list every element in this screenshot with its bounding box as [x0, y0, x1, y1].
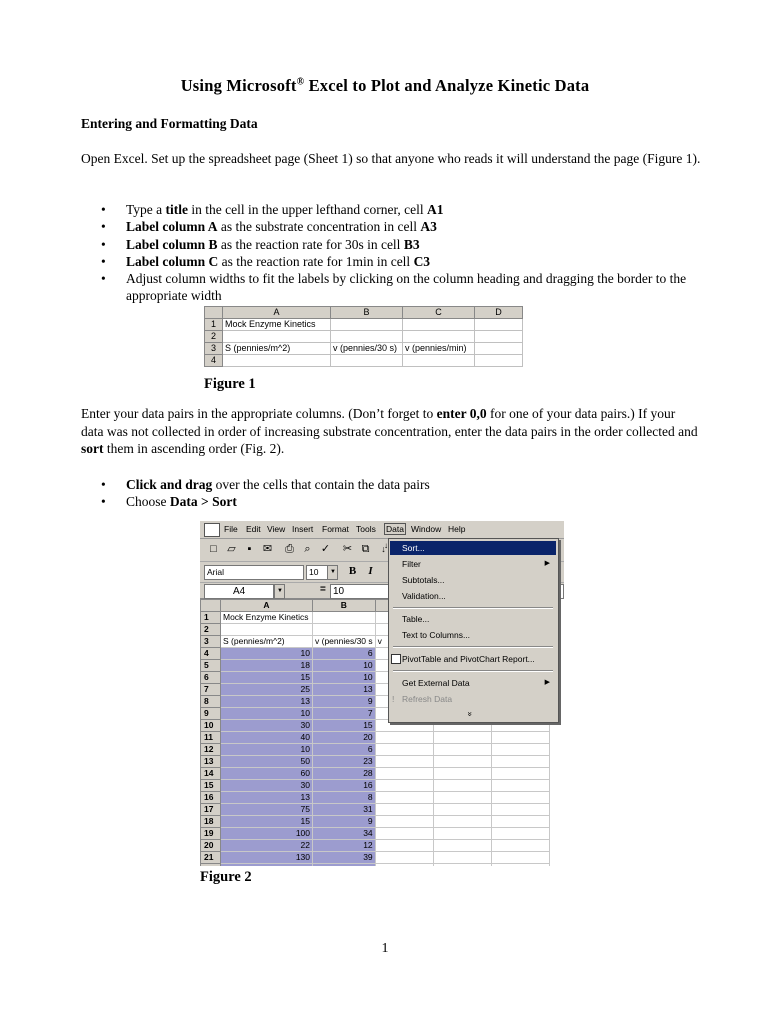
row-header[interactable]: 3 — [205, 343, 223, 355]
menu-expand-chevron-icon[interactable]: » — [465, 711, 476, 717]
selected-data-cell[interactable]: 13 — [221, 792, 313, 804]
cell[interactable] — [433, 816, 491, 828]
print-icon[interactable]: ⎙ — [285, 543, 294, 555]
selected-data-cell[interactable]: 75 — [221, 804, 313, 816]
cell-d1[interactable] — [475, 319, 523, 331]
open-icon[interactable]: ▱ — [227, 543, 236, 555]
cell-a1[interactable]: Mock Enzyme Kinetics — [223, 319, 331, 331]
figure1-spreadsheet — [204, 306, 522, 372]
cell-a2[interactable] — [223, 331, 331, 343]
figure1-caption: Figure 1 — [204, 376, 256, 392]
cell[interactable] — [375, 792, 433, 804]
selected-data-cell[interactable]: 13 — [313, 684, 376, 696]
selected-data-cell[interactable]: 60 — [221, 768, 313, 780]
copy-icon[interactable]: ⧉ — [361, 543, 370, 555]
cell-a4[interactable] — [223, 355, 331, 367]
menu-item-subtotals[interactable]: Subtotals... — [402, 575, 445, 585]
pivot-table-icon — [391, 654, 401, 664]
cell[interactable] — [375, 744, 433, 756]
row-header[interactable]: 20 — [201, 840, 221, 852]
cell[interactable] — [491, 852, 549, 864]
spelling-icon[interactable]: ✓ — [320, 543, 331, 555]
chevron-down-icon[interactable]: ▼ — [327, 565, 338, 580]
row-header[interactable]: 3 — [201, 636, 221, 648]
selected-data-cell[interactable]: 10 — [221, 744, 313, 756]
cell[interactable] — [491, 768, 549, 780]
selected-data-cell[interactable]: 28 — [313, 768, 376, 780]
cell-d3[interactable] — [475, 343, 523, 355]
cell[interactable] — [491, 864, 549, 867]
row-header[interactable]: 14 — [201, 768, 221, 780]
selected-data-cell[interactable]: 7 — [313, 708, 376, 720]
menu-item-refresh-data: ! Refresh Data — [392, 694, 453, 704]
menu-tools[interactable]: Tools — [356, 524, 376, 534]
cell-c2[interactable] — [403, 331, 475, 343]
menu-view[interactable]: View — [267, 524, 286, 534]
selected-data-cell[interactable]: 100 — [221, 828, 313, 840]
cell[interactable] — [491, 780, 549, 792]
menu-item-validation[interactable]: Validation... — [402, 591, 446, 601]
cell[interactable] — [491, 744, 549, 756]
selected-data-cell[interactable]: 10 — [221, 708, 313, 720]
cut-icon[interactable]: ✂ — [342, 543, 353, 555]
cell[interactable] — [375, 780, 433, 792]
selected-data-cell[interactable]: 15 — [313, 720, 376, 732]
menu-window[interactable]: Window — [411, 524, 442, 534]
sort-bullet-list — [101, 476, 701, 511]
menu-data[interactable]: Data — [386, 524, 404, 534]
column-header[interactable]: C — [403, 307, 475, 319]
selected-data-cell[interactable]: 16 — [313, 780, 376, 792]
menu-separator — [393, 670, 553, 672]
row-header[interactable]: 6 — [201, 672, 221, 684]
row-header[interactable]: 5 — [201, 660, 221, 672]
column-header[interactable]: A — [223, 307, 331, 319]
row-header[interactable]: 18 — [201, 816, 221, 828]
selected-data-cell[interactable]: 15 — [221, 672, 313, 684]
row-header[interactable]: 4 — [205, 355, 223, 367]
figure2-caption: Figure 2 — [200, 869, 252, 885]
refresh-icon: ! — [392, 694, 395, 704]
cell[interactable] — [221, 624, 313, 636]
cell[interactable] — [375, 864, 433, 867]
cell[interactable] — [313, 624, 376, 636]
selected-data-cell[interactable]: 25 — [221, 684, 313, 696]
cell-c1[interactable] — [403, 319, 475, 331]
menu-item-sort[interactable]: Sort... — [390, 541, 556, 555]
cell-a1[interactable]: Mock Enzyme Kinetics — [221, 612, 313, 624]
cell[interactable] — [375, 852, 433, 864]
selected-data-cell[interactable]: 18 — [221, 660, 313, 672]
cell[interactable] — [433, 840, 491, 852]
chevron-down-icon[interactable]: ▼ — [274, 584, 285, 599]
menu-item-get-external-data[interactable]: Get External Data ▶ — [402, 678, 550, 688]
page-number: 1 — [381, 941, 389, 956]
cell[interactable] — [375, 804, 433, 816]
data-entry-paragraph: Enter your data pairs in the appropriate columns. (Don’t forget to enter 0,0 for one of your data pairs.) If your data was not collected in order of increasing substrate concentration, enter the data pairs in the order collected and sort them in ascending order (Fig. 2). — [81, 406, 698, 456]
cell[interactable] — [375, 840, 433, 852]
selected-data-cell[interactable]: 22 — [221, 840, 313, 852]
row-header[interactable]: 17 — [201, 804, 221, 816]
selected-data-cell[interactable]: 9 — [313, 816, 376, 828]
selected-data-cell[interactable]: 31 — [313, 804, 376, 816]
column-header[interactable]: B — [331, 307, 403, 319]
row-header[interactable]: 4 — [201, 648, 221, 660]
menu-item-table[interactable]: Table... — [402, 614, 430, 624]
row-header[interactable]: 19 — [201, 828, 221, 840]
selected-data-cell[interactable] — [221, 864, 313, 867]
row-header[interactable]: 2 — [205, 331, 223, 343]
submenu-arrow-icon: ▶ — [544, 560, 550, 567]
selected-data-cell[interactable]: 12 — [313, 840, 376, 852]
menu-edit[interactable]: Edit — [246, 524, 261, 534]
selected-data-cell[interactable]: 13 — [221, 696, 313, 708]
menu-item-text-to-columns[interactable]: Text to Columns... — [402, 630, 471, 640]
selected-data-cell[interactable]: 130 — [221, 852, 313, 864]
menu-separator — [393, 607, 553, 609]
cell[interactable] — [491, 792, 549, 804]
selected-data-cell[interactable]: 10 — [313, 672, 376, 684]
menu-separator — [393, 646, 553, 648]
cell-b1[interactable] — [331, 319, 403, 331]
bullet-item: • Type a title in the cell in the upper lefthand corner, cell A1 — [101, 202, 444, 217]
selected-data-cell[interactable]: 9 — [313, 696, 376, 708]
row-header[interactable]: 7 — [201, 684, 221, 696]
cell-b2[interactable] — [331, 331, 403, 343]
cell-a3[interactable]: S (pennies/m^2) — [223, 343, 331, 355]
cell[interactable] — [375, 768, 433, 780]
row-header[interactable]: 11 — [201, 732, 221, 744]
email-icon[interactable]: ✉ — [262, 543, 273, 555]
bullet-item: • Click and drag over the cells that contain the data pairs — [101, 477, 430, 492]
cell[interactable] — [491, 816, 549, 828]
selected-data-cell[interactable]: 23 — [313, 756, 376, 768]
new-icon[interactable]: □ — [210, 543, 217, 555]
cell[interactable] — [433, 768, 491, 780]
cell[interactable] — [433, 828, 491, 840]
row-header[interactable]: 21 — [201, 852, 221, 864]
cell-b3[interactable]: v (pennies/30 s) — [331, 343, 403, 355]
bold-button[interactable]: B — [348, 565, 357, 577]
selected-data-cell[interactable]: 30 — [221, 720, 313, 732]
cell[interactable] — [491, 756, 549, 768]
menu-file[interactable]: File — [224, 524, 238, 534]
cell-b4[interactable] — [331, 355, 403, 367]
bullet-item: • Label column A as the substrate concentration in cell A3 — [101, 219, 437, 235]
document-title: Using Microsoft® Excel to Plot and Analyze Kinetic Data — [180, 76, 590, 95]
cell[interactable] — [313, 612, 376, 624]
intro-paragraph: Open Excel. Set up the spreadsheet page (Sheet 1) so that anyone who reads it will understand the page (Figure 1). — [81, 151, 701, 166]
cell[interactable] — [375, 828, 433, 840]
font-size-select[interactable]: 10 — [306, 565, 330, 580]
bullet-item: • Label column C as the reaction rate for 1min in cell C3 — [101, 253, 431, 269]
selected-data-cell[interactable]: 34 — [313, 828, 376, 840]
cell[interactable] — [491, 828, 549, 840]
menu-item-pivot[interactable]: PivotTable and PivotChart Report... — [390, 652, 556, 666]
cell[interactable] — [491, 732, 549, 744]
selected-data-cell[interactable] — [313, 864, 376, 867]
cell-c3[interactable]: v (pennies/min) — [403, 343, 475, 355]
selected-data-cell[interactable]: 15 — [221, 816, 313, 828]
row-header[interactable]: 12 — [201, 744, 221, 756]
corner-cell[interactable] — [201, 600, 221, 612]
selected-data-cell[interactable]: 39 — [313, 852, 376, 864]
save-icon[interactable]: ▪ — [247, 543, 252, 555]
name-box[interactable]: A4 — [204, 584, 274, 599]
cell-c4[interactable] — [403, 355, 475, 367]
selected-data-cell[interactable]: 6 — [313, 744, 376, 756]
row-header[interactable]: 1 — [201, 612, 221, 624]
selected-data-cell[interactable]: 10 — [221, 648, 313, 660]
print-preview-icon[interactable]: ⌕ — [304, 543, 311, 555]
cell[interactable] — [433, 744, 491, 756]
menu-format[interactable]: Format — [322, 524, 349, 534]
row-header[interactable]: 1 — [205, 319, 223, 331]
corner-cell — [205, 307, 223, 319]
menu-bar — [200, 521, 564, 539]
cell[interactable] — [491, 804, 549, 816]
row-header[interactable]: 15 — [201, 780, 221, 792]
cell[interactable] — [433, 732, 491, 744]
selected-data-cell[interactable]: 50 — [221, 756, 313, 768]
cell[interactable] — [375, 816, 433, 828]
column-header[interactable]: B — [313, 600, 376, 612]
selected-data-cell[interactable]: 40 — [221, 732, 313, 744]
selected-data-cell[interactable]: 6 — [313, 648, 376, 660]
column-header[interactable]: A — [221, 600, 313, 612]
bullet-item: • Choose Data > Sort — [101, 494, 237, 510]
selected-data-cell[interactable]: 10 — [313, 660, 376, 672]
bullet-item: • Adjust column widths to fit the labels by clicking on the column heading and dragging the border to the appropriate width — [101, 271, 687, 304]
cell[interactable] — [433, 780, 491, 792]
submenu-arrow-icon: ▶ — [544, 679, 550, 686]
cell-d2[interactable] — [475, 331, 523, 343]
italic-button[interactable]: I — [368, 565, 373, 577]
cell[interactable] — [375, 732, 433, 744]
cell[interactable] — [375, 756, 433, 768]
menu-item-filter[interactable]: Filter ▶ — [402, 559, 550, 569]
cell-c3[interactable]: v — [375, 636, 433, 648]
cell-b3[interactable]: v (pennies/30 s — [313, 636, 376, 648]
row-header[interactable]: 13 — [201, 756, 221, 768]
row-header[interactable]: 16 — [201, 792, 221, 804]
row-header[interactable]: 10 — [201, 720, 221, 732]
data-menu-dropdown — [388, 538, 559, 723]
selected-data-cell[interactable]: 20 — [313, 732, 376, 744]
az-sort-icon: ↓ — [384, 541, 388, 550]
cell[interactable] — [491, 840, 549, 852]
selected-data-cell[interactable]: 8 — [313, 792, 376, 804]
row-header[interactable] — [201, 864, 221, 867]
section-heading: Entering and Formatting Data — [81, 116, 258, 131]
cell[interactable] — [433, 804, 491, 816]
selected-data-cell[interactable]: 30 — [221, 780, 313, 792]
cell-d4[interactable] — [475, 355, 523, 367]
cell[interactable] — [433, 864, 491, 867]
column-header[interactable]: D — [475, 307, 523, 319]
equals-sign: = — [320, 584, 326, 595]
cell[interactable] — [433, 756, 491, 768]
sort-ascending-icon[interactable]: ↓ — [381, 544, 386, 554]
cell[interactable] — [433, 792, 491, 804]
menu-help[interactable]: Help — [448, 524, 466, 534]
setup-bullet-list — [101, 201, 701, 305]
row-header[interactable]: 8 — [201, 696, 221, 708]
cell[interactable] — [433, 852, 491, 864]
bullet-item: • Label column B as the reaction rate for 30s in cell B3 — [101, 236, 420, 252]
font-select[interactable]: Arial — [204, 565, 304, 580]
row-header[interactable]: 9 — [201, 708, 221, 720]
cell-a3[interactable]: S (pennies/m^2) — [221, 636, 313, 648]
formula-input[interactable]: 10 — [330, 584, 564, 599]
menu-insert[interactable]: Insert — [292, 524, 314, 534]
row-header[interactable]: 2 — [201, 624, 221, 636]
excel-doc-icon[interactable] — [204, 523, 220, 537]
